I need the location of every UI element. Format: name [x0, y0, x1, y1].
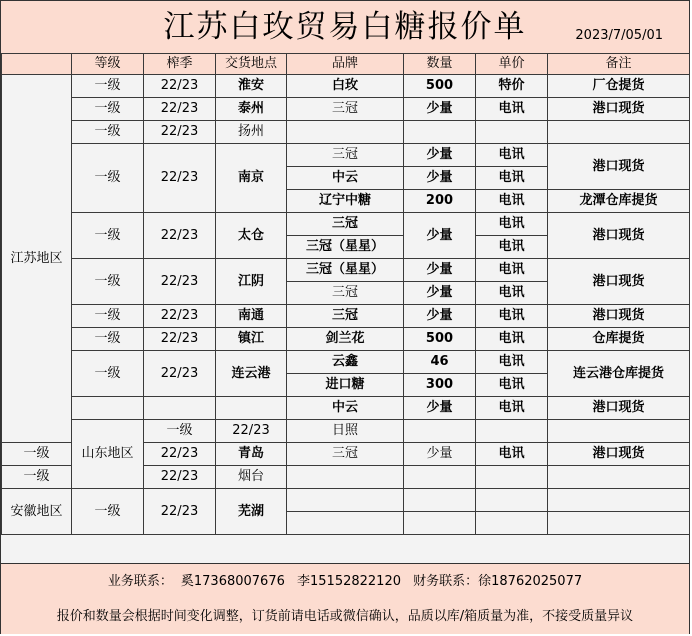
place-cell: 南通: [216, 305, 287, 328]
price-cell: [476, 512, 548, 535]
note-cell: 港口现货: [548, 305, 690, 328]
grade-cell: 一级: [2, 443, 72, 466]
note-cell: 港口现货: [548, 443, 690, 466]
season-cell: 22/23: [144, 144, 216, 213]
contact-line: [1, 572, 689, 592]
table-row: [2, 328, 690, 351]
grade-cell: 一级: [72, 328, 144, 351]
brand-cell: 中云: [287, 167, 404, 190]
note-cell: 港口现货: [548, 259, 690, 305]
brand-cell: [287, 512, 404, 535]
season-cell: 22/23: [144, 489, 216, 535]
footer: [1, 563, 689, 634]
price-cell: 电讯: [476, 305, 548, 328]
grade-cell: 一级: [72, 121, 144, 144]
price-table: [1, 53, 690, 535]
business-contact-2: 李15152822120: [297, 574, 401, 589]
header-place: 交货地点: [216, 54, 287, 75]
brand-cell: [287, 121, 404, 144]
brand-cell: 三冠: [287, 144, 404, 167]
note-cell: 仓库提货: [548, 328, 690, 351]
price-cell: 特价: [476, 75, 548, 98]
qty-cell: 200: [404, 190, 476, 213]
qty-cell: [404, 489, 476, 512]
brand-cell: [404, 420, 476, 443]
place-cell: 日照: [287, 420, 404, 443]
note-cell: 连云港仓库提货: [548, 351, 690, 397]
brand-cell: 三冠: [287, 213, 404, 236]
season-cell: 22/23: [144, 443, 216, 466]
qty-cell: [476, 420, 548, 443]
note-cell: [548, 489, 690, 512]
price-cell: 电讯: [476, 328, 548, 351]
qty-cell: 少量: [404, 282, 476, 305]
table-row: [2, 397, 690, 420]
note-cell: [548, 466, 690, 489]
season-cell: 22/23: [144, 351, 216, 397]
grade-cell: 一级: [72, 489, 144, 535]
grade-cell: 一级: [144, 420, 216, 443]
price-cell: 电讯: [476, 144, 548, 167]
table-row: [2, 259, 690, 282]
grade-cell: 一级: [72, 305, 144, 328]
brand-cell: 三冠（星星）: [287, 236, 404, 259]
finance-contact: 财务联系：徐18762025077: [413, 574, 583, 589]
season-cell: 22/23: [216, 420, 287, 443]
header-note: 备注: [548, 54, 690, 75]
price-cell: 电讯: [476, 282, 548, 305]
disclaimer: 报价和数量会根据时间变化调整，订货前请电话或微信确认，品质以库/箱质量为准，不接受质量异议: [56, 609, 634, 624]
table-header-row: [2, 54, 690, 75]
brand-cell: [287, 466, 404, 489]
header-brand: 品牌: [287, 54, 404, 75]
price-cell: 电讯: [476, 351, 548, 374]
place-cell: 青岛: [216, 443, 287, 466]
grade-cell: 一级: [72, 213, 144, 259]
region-jiangsu: 江苏地区: [2, 75, 72, 443]
price-cell: 电讯: [476, 213, 548, 236]
place-cell: 芜湖: [216, 489, 287, 535]
quote-date: 2023/7/05/01: [575, 28, 663, 43]
header-region: [2, 54, 72, 75]
qty-cell: 少量: [404, 259, 476, 282]
table-row: [2, 351, 690, 374]
table-row: [2, 98, 690, 121]
brand-cell: 进口糖: [287, 374, 404, 397]
price-cell: [476, 489, 548, 512]
grade-cell: 一级: [72, 259, 144, 305]
place-cell: 江阴: [216, 259, 287, 305]
note-cell: [548, 121, 690, 144]
qty-cell: 少量: [404, 98, 476, 121]
place-cell: 扬州: [216, 121, 287, 144]
region-anhui: 安徽地区: [2, 489, 72, 535]
grade-cell: 一级: [2, 466, 72, 489]
qty-cell: 500: [404, 328, 476, 351]
qty-cell: 500: [404, 75, 476, 98]
place-cell: 南京: [216, 144, 287, 213]
qty-cell: 300: [404, 374, 476, 397]
business-contact-label: 业务联系：: [107, 574, 173, 589]
grade-cell: 一级: [72, 75, 144, 98]
brand-cell: 中云: [287, 397, 404, 420]
season-cell: 22/23: [144, 121, 216, 144]
note-cell: 港口现货: [548, 144, 690, 190]
price-cell: 电讯: [476, 98, 548, 121]
qty-cell: 少量: [404, 443, 476, 466]
qty-cell: 少量: [404, 213, 476, 259]
note-cell: [548, 512, 690, 535]
season-cell: 22/23: [144, 305, 216, 328]
brand-cell: 剑兰花: [287, 328, 404, 351]
price-cell: 电讯: [476, 190, 548, 213]
table-row: [2, 75, 690, 98]
brand-cell: [287, 489, 404, 512]
title-bar: [1, 1, 689, 54]
season-cell: [144, 397, 216, 420]
qty-cell: [404, 121, 476, 144]
price-cell: 电讯: [476, 374, 548, 397]
note-cell: 港口现货: [548, 397, 690, 420]
place-cell: 镇江: [216, 328, 287, 351]
table-row: [2, 305, 690, 328]
brand-cell: 三冠: [287, 282, 404, 305]
brand-cell: 三冠: [287, 98, 404, 121]
grade-cell: 一级: [72, 144, 144, 213]
place-cell: [216, 397, 287, 420]
place-cell: 连云港: [216, 351, 287, 397]
place-cell: 淮安: [216, 75, 287, 98]
note-cell: 港口现货: [548, 213, 690, 259]
place-cell: 烟台: [216, 466, 287, 489]
header-qty: 数量: [404, 54, 476, 75]
price-cell: [548, 420, 690, 443]
place-cell: 泰州: [216, 98, 287, 121]
qty-cell: [404, 466, 476, 489]
table-row: [2, 213, 690, 236]
header-price: 单价: [476, 54, 548, 75]
grade-cell: [72, 397, 144, 420]
season-cell: 22/23: [144, 328, 216, 351]
table-row: [2, 420, 690, 443]
brand-cell: 辽宁中糖: [287, 190, 404, 213]
note-cell: 龙潭仓库提货: [548, 190, 690, 213]
price-cell: 电讯: [476, 167, 548, 190]
price-cell: 电讯: [476, 397, 548, 420]
grade-cell: 一级: [72, 351, 144, 397]
price-cell: [476, 121, 548, 144]
qty-cell: 46: [404, 351, 476, 374]
brand-cell: 三冠: [287, 443, 404, 466]
brand-cell: 白玫: [287, 75, 404, 98]
qty-cell: 少量: [404, 167, 476, 190]
grade-cell: 一级: [72, 98, 144, 121]
price-cell: 电讯: [476, 236, 548, 259]
season-cell: 22/23: [144, 98, 216, 121]
header-grade: 等级: [72, 54, 144, 75]
qty-cell: [404, 512, 476, 535]
header-season: 榨季: [144, 54, 216, 75]
table-row: [2, 121, 690, 144]
season-cell: 22/23: [144, 259, 216, 305]
season-cell: 22/23: [144, 466, 216, 489]
brand-cell: 云鑫: [287, 351, 404, 374]
table-row: [2, 489, 690, 512]
season-cell: 22/23: [144, 213, 216, 259]
note-cell: 厂仓提货: [548, 75, 690, 98]
brand-cell: 三冠: [287, 305, 404, 328]
season-cell: 22/23: [144, 75, 216, 98]
table-row: [2, 144, 690, 167]
price-cell: 电讯: [476, 443, 548, 466]
page-title: 江苏白玫贸易白糖报价单: [163, 9, 527, 45]
qty-cell: 少量: [404, 397, 476, 420]
note-cell: 港口现货: [548, 98, 690, 121]
price-cell: [476, 466, 548, 489]
place-cell: 太仓: [216, 213, 287, 259]
qty-cell: 少量: [404, 144, 476, 167]
business-contact-1: 奚17368007676: [180, 574, 285, 589]
region-shandong: 山东地区: [72, 420, 144, 489]
qty-cell: 少量: [404, 305, 476, 328]
price-cell: 电讯: [476, 259, 548, 282]
brand-cell: 三冠（星星）: [287, 259, 404, 282]
